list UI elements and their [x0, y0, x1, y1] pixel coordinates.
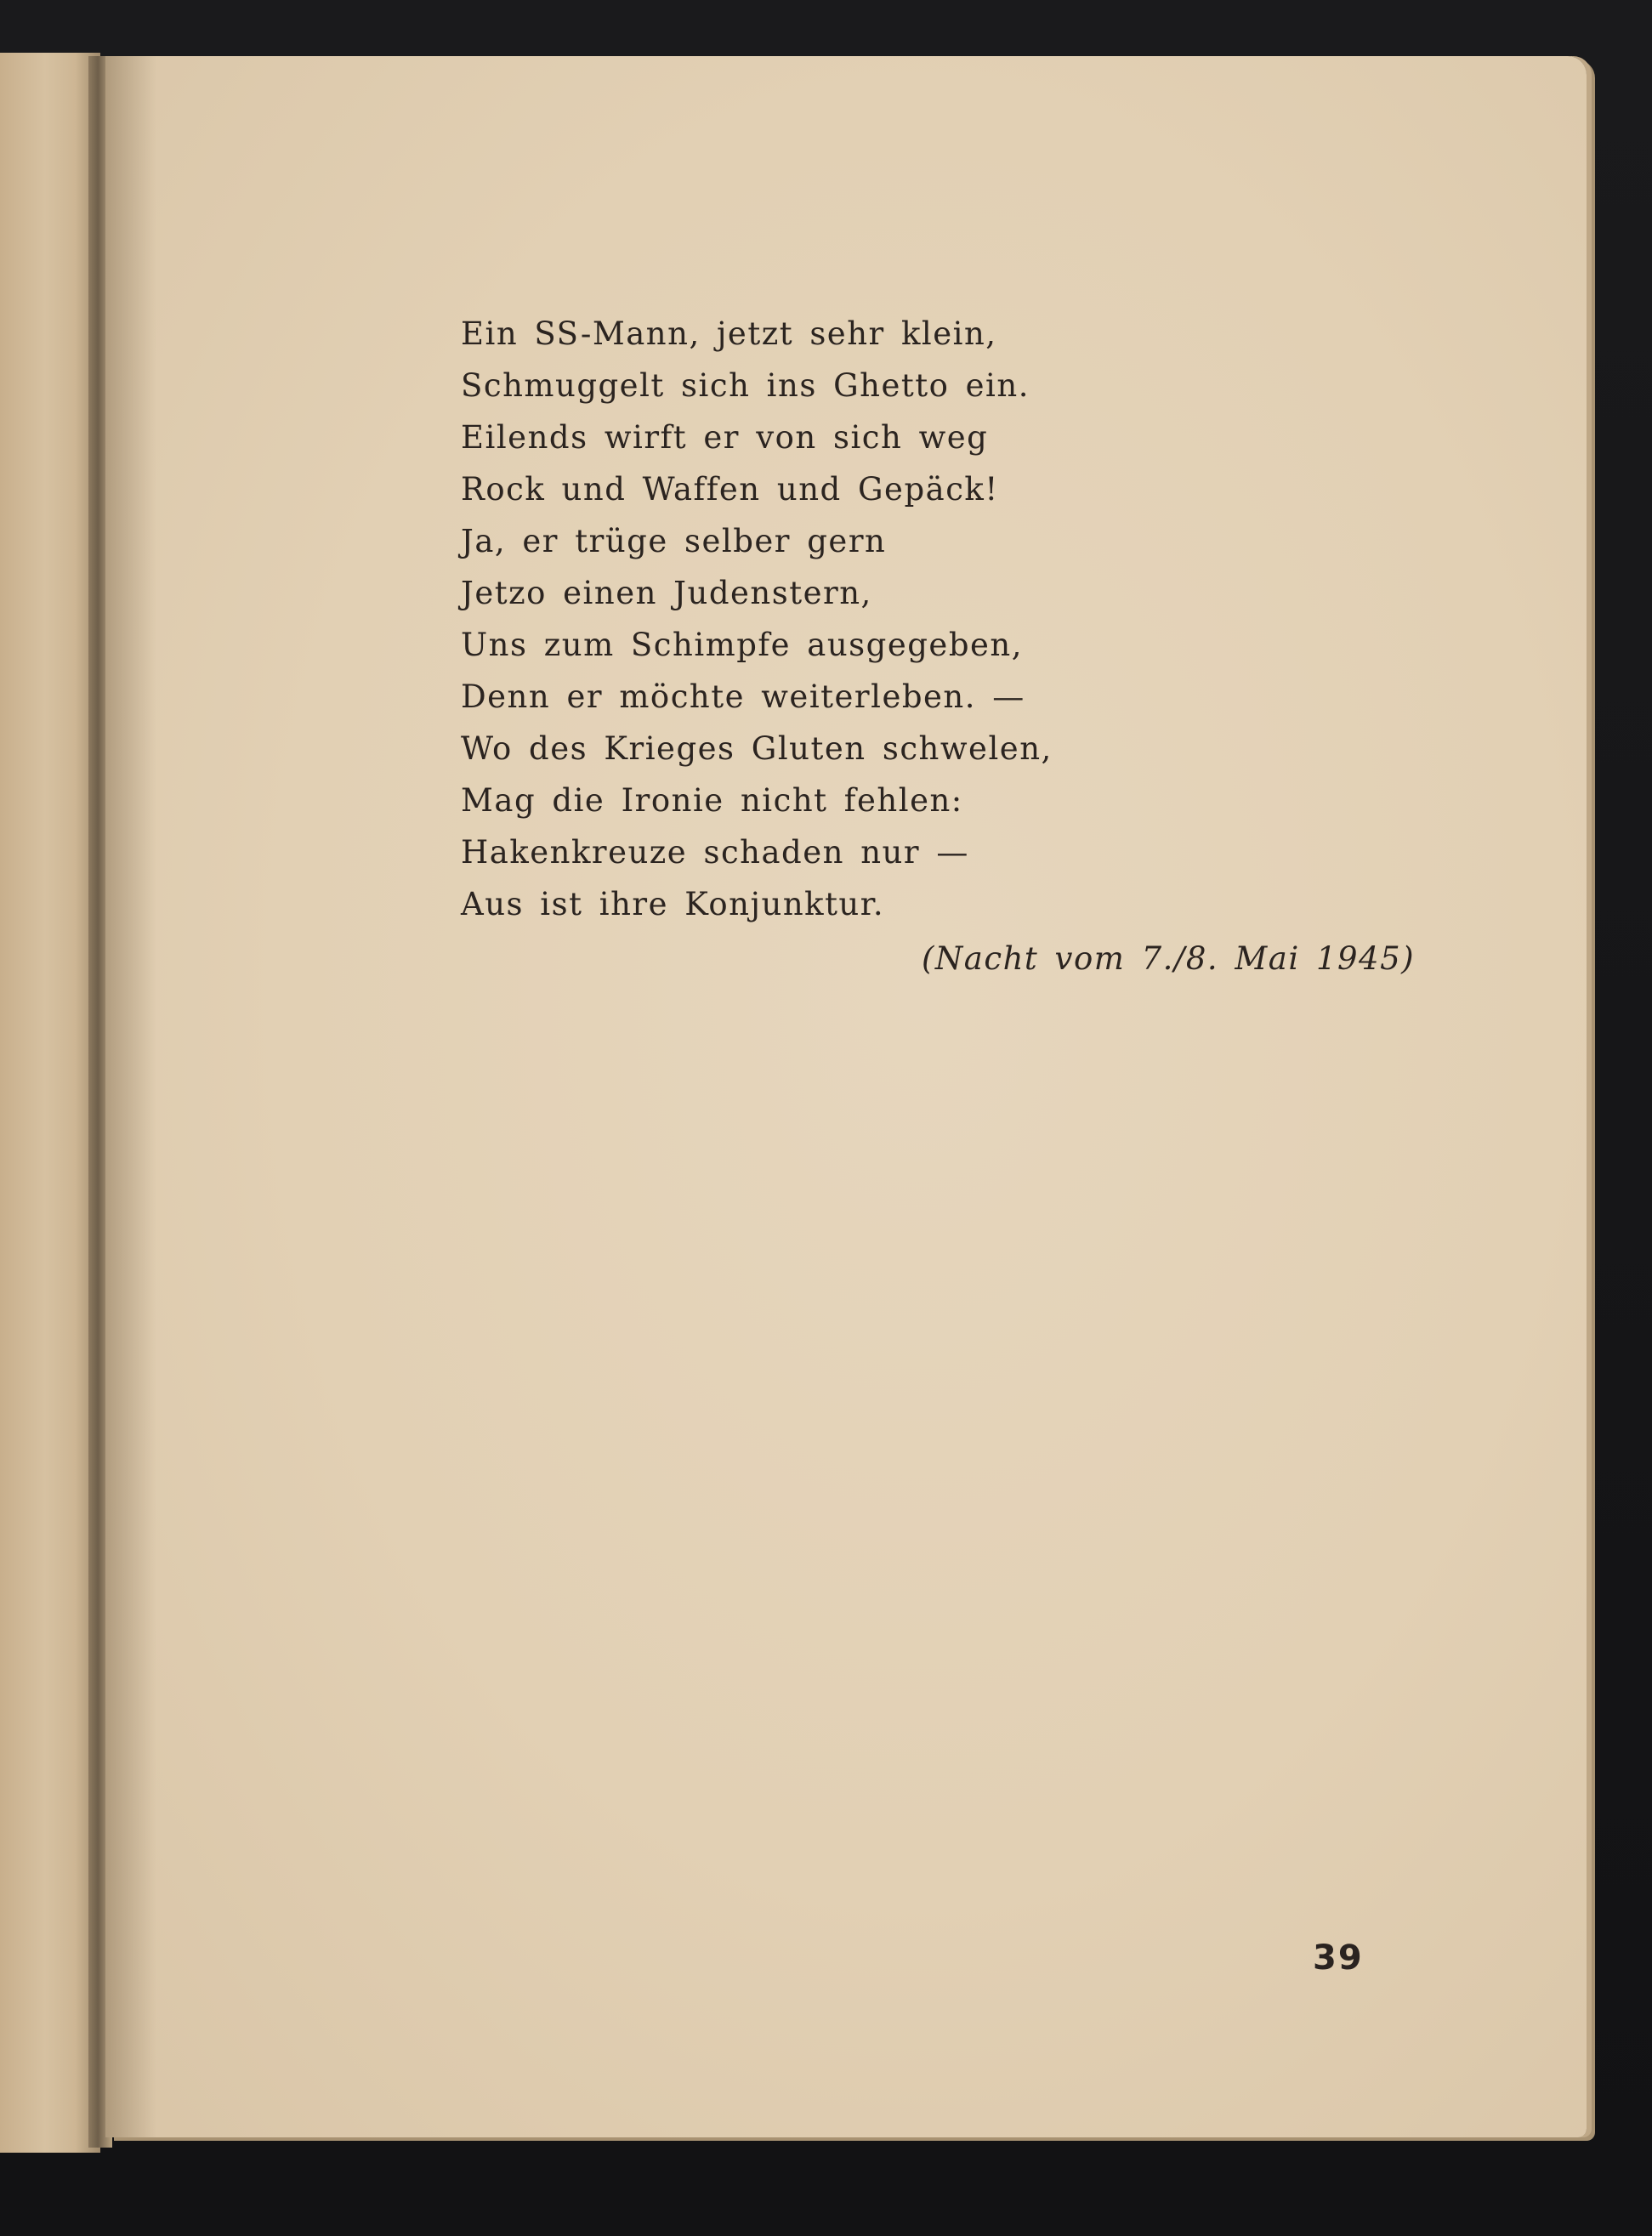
- poem-line: Hakenkreuze schaden nur —: [461, 834, 969, 871]
- page-number: 39: [1313, 1938, 1364, 1978]
- poem-line: Mag die Ironie nicht fehlen:: [461, 782, 963, 819]
- poem-line: Aus ist ihre Konjunktur.: [461, 886, 885, 922]
- poem-text: [461, 308, 1053, 930]
- poem-line: Rock und Waffen und Gepäck!: [461, 471, 999, 508]
- poem-line: Wo des Krieges Gluten schwelen,: [461, 730, 1053, 767]
- poem-line: Schmuggelt sich ins Ghetto ein.: [461, 367, 1030, 404]
- poem-line: Uns zum Schimpfe ausgegeben,: [461, 627, 1023, 663]
- poem-line: Ein SS-Mann, jetzt sehr klein,: [461, 315, 997, 352]
- poem-line: Jetzo einen Judenstern,: [461, 575, 872, 611]
- poem-line: Ja, er trüge selber gern: [461, 523, 887, 559]
- poem-line: Denn er möchte weiterleben. —: [461, 678, 1025, 715]
- poem-dateline: (Nacht vom 7./8. Mai 1945): [922, 940, 1416, 977]
- poem-line: Eilends wirft er von sich weg: [461, 419, 989, 456]
- page-binding-shadow: [105, 56, 156, 2137]
- previous-page-edge: [0, 53, 100, 2153]
